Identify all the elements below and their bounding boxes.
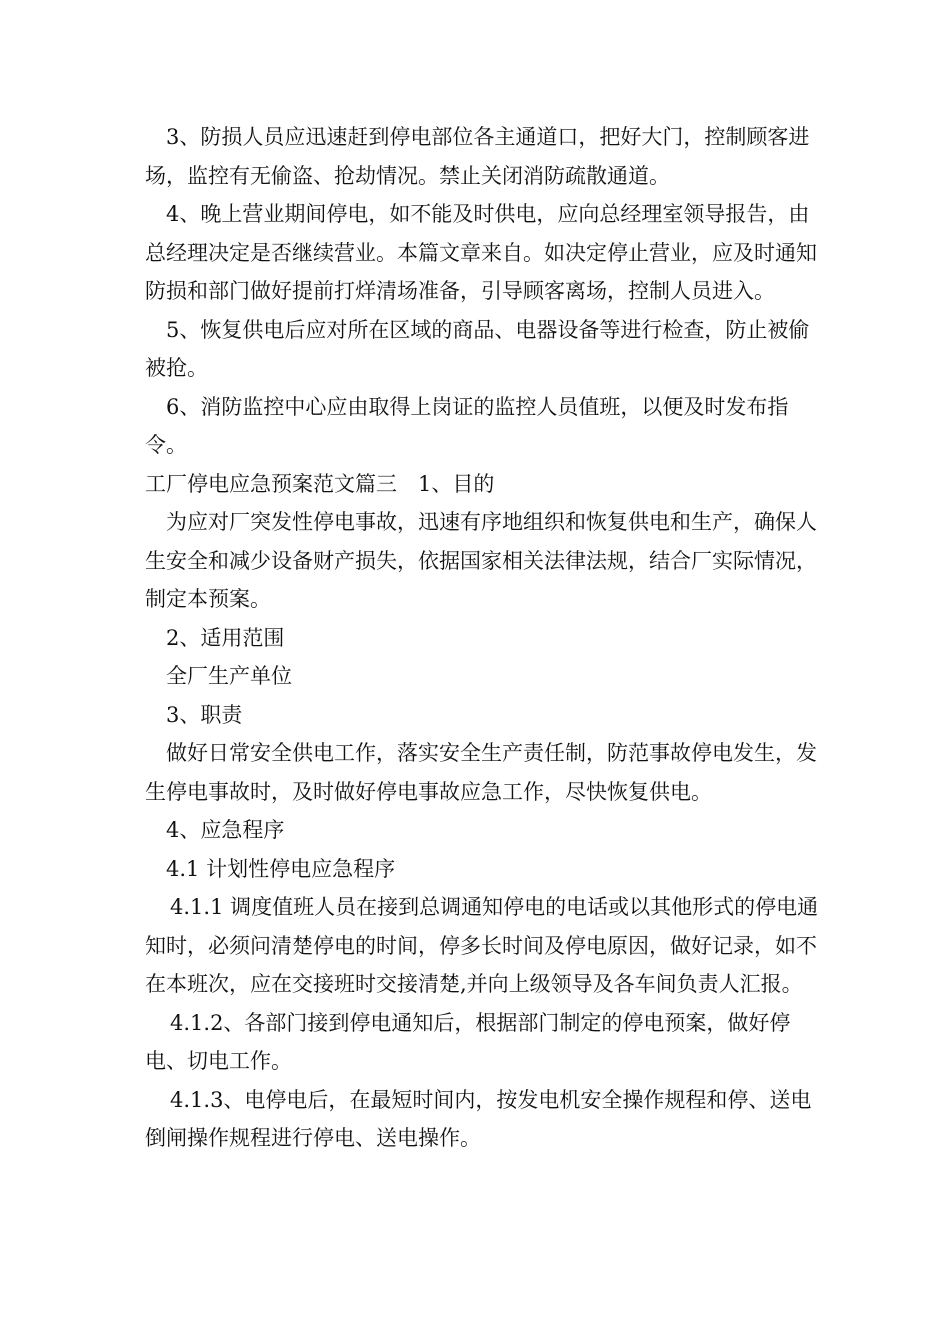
- paragraph-scope: 全厂生产单位: [166, 664, 292, 688]
- paragraph-item-6-fire-monitoring: 6、消防监控中心应由取得上岗证的监控人员值班，以便及时发布指令。: [145, 394, 789, 457]
- paragraph-4-1-1: 4.1.1 调度值班人员在接到总调通知停电的电话或以其他形式的停电通知时，必须问清楚停电的时间，停多长时间及停电原因，做好记录，如不在本班次，应在交接班时交接清楚,并向上级领导及各车间负责人汇报。: [145, 895, 819, 996]
- paragraph-purpose: 为应对厂突发性停电事故，迅速有序地组织和恢复供电和生产，确保人生安全和减少设备财产损失，依据国家相关法律法规，结合厂实际情况，制定本预案。: [145, 510, 817, 611]
- paragraph-item-5-restore-power: 5、恢复供电后应对所在区域的商品、电器设备等进行检查，防止被偷被抢。: [145, 317, 810, 380]
- paragraph-responsibility: 做好日常安全供电工作，落实安全生产责任制，防范事故停电发生，发生停电事故时，及时做好停电事故应急工作，尽快恢复供电。: [145, 741, 817, 804]
- heading-emergency-procedure: 4、应急程序: [166, 818, 285, 842]
- heading-planned-outage: 4.1 计划性停电应急程序: [166, 856, 396, 881]
- paragraph-item-4-night-outage: 4、晚上营业期间停电，如不能及时供电，应向总经理室领导报告，由总经理决定是否继续营业。本篇文章来自。如决定停止营业，应及时通知防损和部门做好提前打烊清场准备，引导顾客离场，控制人员进入。: [145, 202, 817, 303]
- paragraph-4-1-3: 4.1.3、电停电后，在最短时间内，按发电机安全操作规程和停、送电倒闸操作规程进行停电、送电操作。: [145, 1087, 812, 1150]
- paragraph-item-3-loss-prevention: 3、防损人员应迅速赶到停电部位各主通道口，把好大门，控制顾客进场，监控有无偷盗、抢劫情况。禁止关闭消防疏散通道。: [145, 125, 810, 188]
- heading-scope: 2、适用范围: [166, 625, 285, 650]
- heading-responsibility: 3、职责: [166, 702, 243, 727]
- document-body: [145, 118, 825, 1158]
- section-heading-part-three: 工厂停电应急预案范文篇三 1、目的: [145, 471, 495, 496]
- paragraph-4-1-2: 4.1.2、各部门接到停电通知后，根据部门制定的停电预案，做好停电、切电工作。: [145, 1010, 791, 1073]
